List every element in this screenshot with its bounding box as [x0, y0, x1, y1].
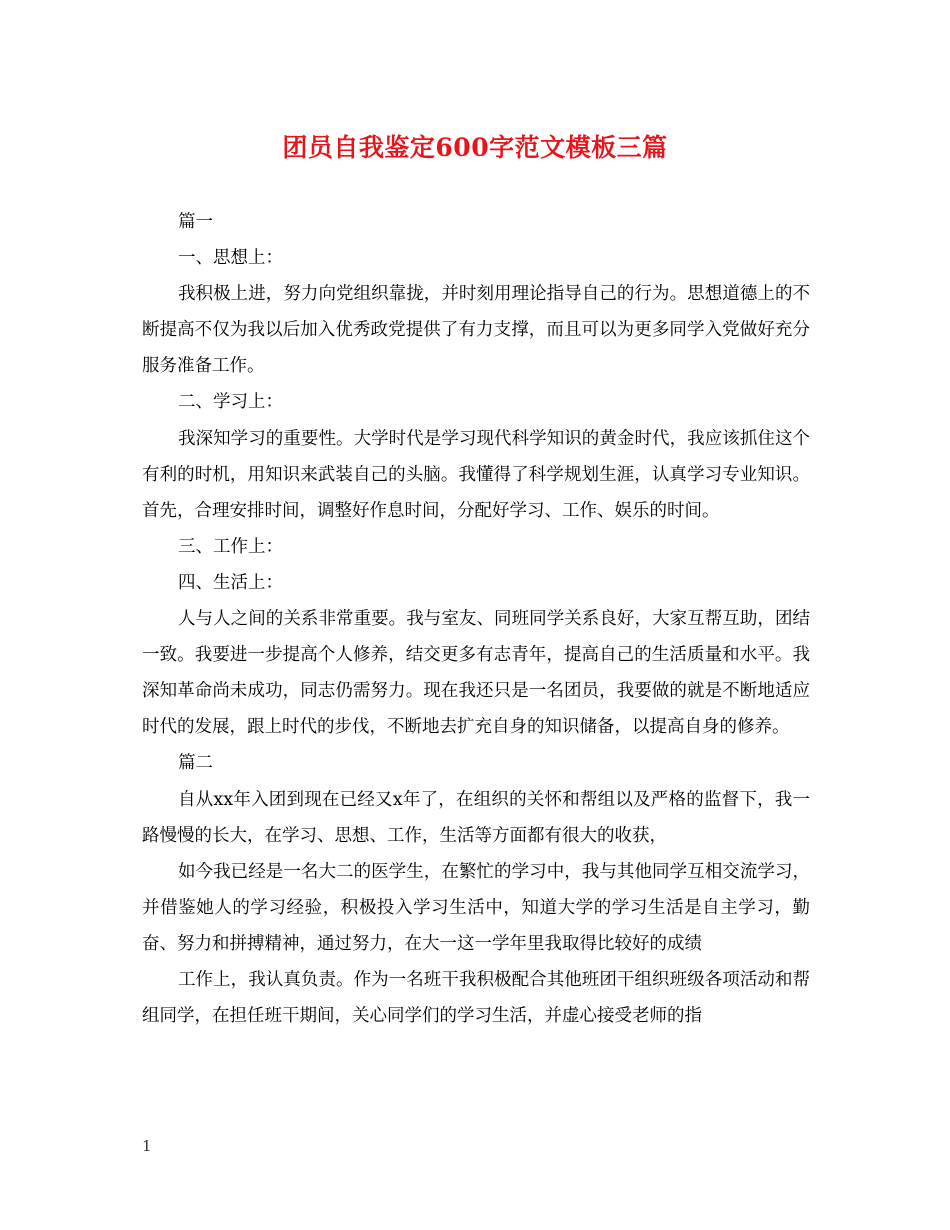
paragraph-studies-now: 如今我已经是一名大二的医学生，在繁忙的学习中，我与其他同学互相交流学习，并借鉴她人的学习经验，积极投入学习生活中，知道大学的学习生活是自主学习，勤奋、努力和拼搏精神，通过努力，在大一这一学年里我取得比较好的成绩: [142, 861, 810, 954]
section-heading-part-two: 篇二: [178, 753, 213, 774]
document-title: 团员自我鉴定600字范文模板三篇: [282, 133, 668, 162]
subheading-study: 二、学习上：: [178, 392, 283, 413]
paragraph-work-duties: 工作上，我认真负责。作为一名班干我积极配合其他班团干组织班级各项活动和帮组同学，在担任班干期间，关心同学们的学习生活，并虚心接受老师的指: [142, 969, 810, 1027]
subheading-work: 三、工作上：: [178, 536, 283, 557]
document-body: [142, 204, 810, 1034]
paragraph-study: 我深知学习的重要性。大学时代是学习现代科学知识的黄金时代，我应该抓住这个有利的时机，用知识来武装自己的头脑。我懂得了科学规划生涯，认真学习专业知识。首先，合理安排时间，调整好作息时间，分配好学习、工作、娱乐的时间。: [142, 428, 810, 521]
page-number: 1: [142, 1137, 152, 1155]
subheading-life: 四、生活上：: [178, 572, 283, 593]
paragraph-life: 人与人之间的关系非常重要。我与室友、同班同学关系良好，大家互帮互助，团结一致。我要进一步提高个人修养，结交更多有志青年，提高自己的生活质量和水平。我深知革命尚未成功，同志仍需努力。现在我还只是一名团员，我要做的就是不断地适应时代的发展，跟上时代的步伐，不断地去扩充自身的知识储备，以提高自身的修养。: [142, 609, 810, 738]
paragraph-thought: 我积极上进，努力向党组织靠拢，并时刻用理论指导自己的行为。思想道德上的不断提高不仅为我以后加入优秀政党提供了有力支撑，而且可以为更多同学入党做好充分服务准备工作。: [142, 284, 810, 377]
paragraph-joining: 自从xx年入团到现在已经又x年了，在组织的关怀和帮组以及严格的监督下，我一路慢慢的长大，在学习、思想、工作，生活等方面都有很大的收获，: [142, 789, 810, 846]
section-heading-part-one: 篇一: [178, 212, 213, 232]
subheading-thought: 一、思想上：: [178, 248, 283, 269]
